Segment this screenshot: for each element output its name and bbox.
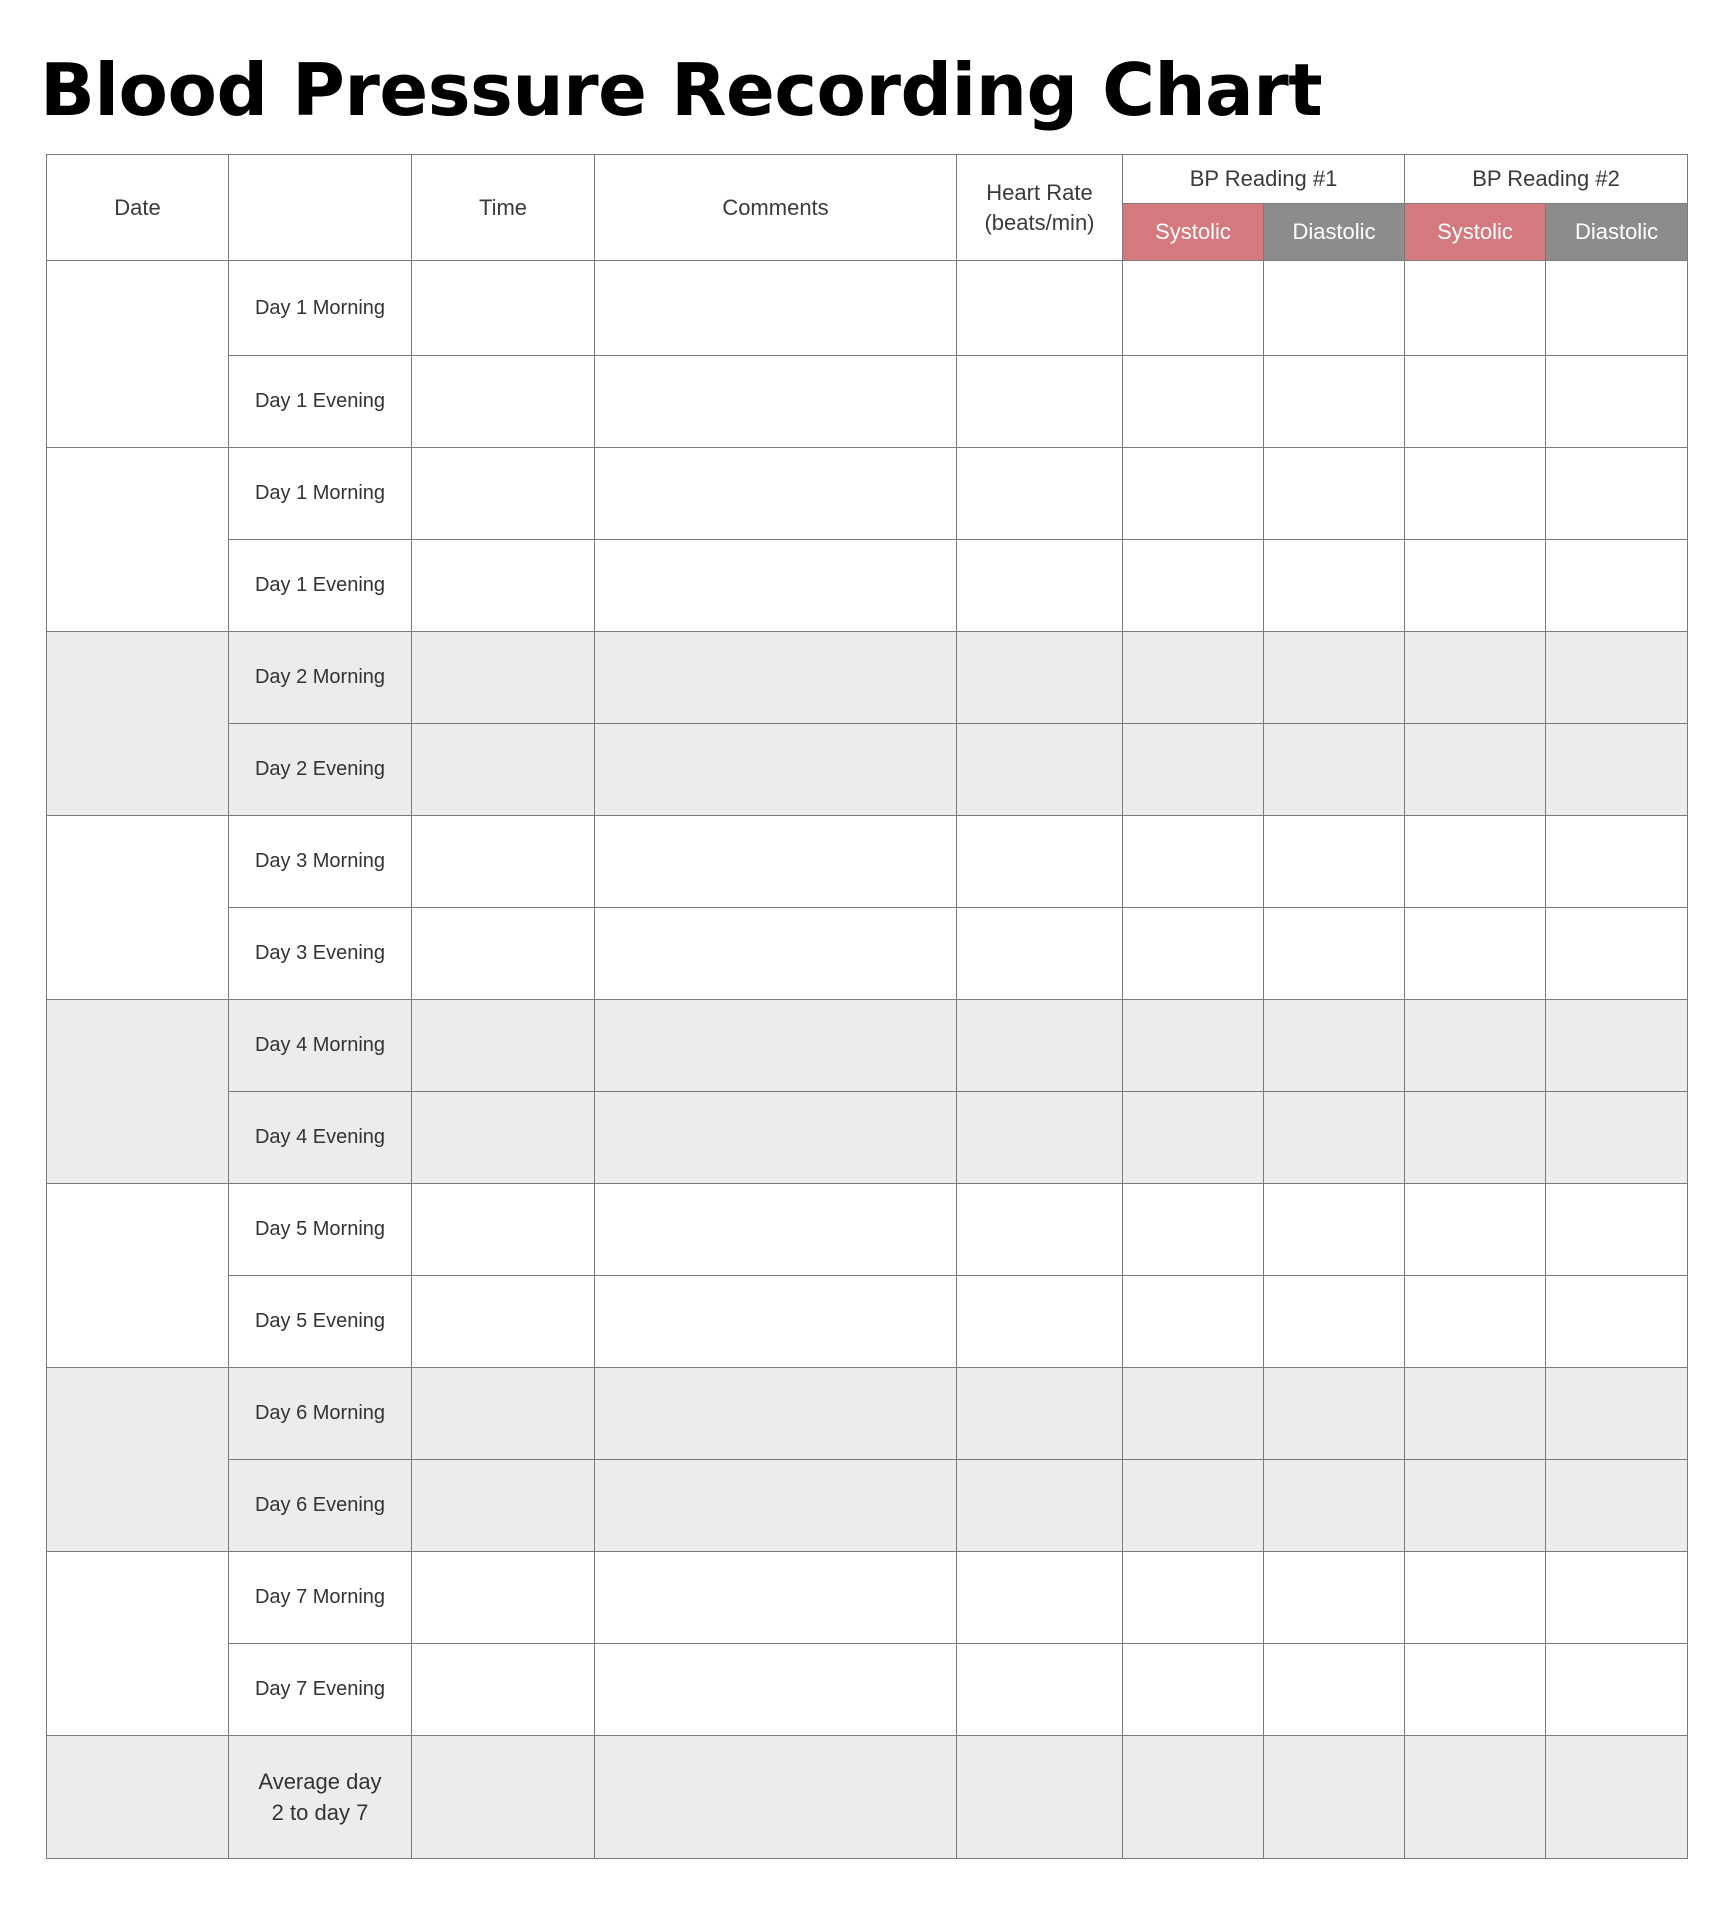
bp1-diastolic-cell[interactable] <box>1264 1184 1405 1276</box>
bp1-diastolic-cell[interactable] <box>1264 1552 1405 1644</box>
comments-cell[interactable] <box>595 1552 957 1644</box>
row-label: Day 6 Evening <box>229 1460 412 1552</box>
bp2-systolic-cell[interactable] <box>1405 1092 1546 1184</box>
date-cell[interactable] <box>47 1736 229 1859</box>
bp1-diastolic-cell[interactable] <box>1264 356 1405 448</box>
comments-cell[interactable] <box>595 632 957 724</box>
bp2-diastolic-cell[interactable] <box>1546 261 1688 356</box>
time-cell[interactable] <box>412 1184 595 1276</box>
date-cell[interactable] <box>47 261 229 448</box>
row-label: Day 3 Evening <box>229 908 412 1000</box>
bp1-diastolic-cell[interactable] <box>1264 816 1405 908</box>
bp1-diastolic-cell[interactable] <box>1264 1736 1405 1859</box>
row-label: Day 4 Morning <box>229 1000 412 1092</box>
bp-recording-table <box>46 154 1688 1859</box>
bp2-diastolic-cell[interactable] <box>1546 540 1688 632</box>
bp1-systolic-cell[interactable] <box>1123 724 1264 816</box>
bp2-diastolic-cell[interactable] <box>1546 1276 1688 1368</box>
row-label: Day 1 Morning <box>229 448 412 540</box>
bp1-systolic-cell[interactable] <box>1123 1184 1264 1276</box>
row-label: Day 1 Evening <box>229 540 412 632</box>
bp1-diastolic-cell[interactable] <box>1264 448 1405 540</box>
header-heart-rate-line1: Heart Rate <box>986 179 1093 205</box>
average-row-label <box>229 1736 412 1859</box>
heart-rate-cell[interactable] <box>957 908 1123 1000</box>
comments-cell[interactable] <box>595 724 957 816</box>
time-cell[interactable] <box>412 540 595 632</box>
bp1-diastolic-cell[interactable] <box>1264 1092 1405 1184</box>
header-label <box>229 155 412 261</box>
row-label: Day 5 Evening <box>229 1276 412 1368</box>
time-cell[interactable] <box>412 448 595 540</box>
bp2-systolic-cell[interactable] <box>1405 632 1546 724</box>
bp2-diastolic-cell[interactable] <box>1546 1184 1688 1276</box>
row-label: Day 1 Evening <box>229 356 412 448</box>
date-cell[interactable] <box>47 632 229 816</box>
average-label-line2: 2 to day 7 <box>271 1800 369 1825</box>
heart-rate-cell[interactable] <box>957 1368 1123 1460</box>
bp2-systolic-cell[interactable] <box>1405 816 1546 908</box>
bp1-diastolic-cell[interactable] <box>1264 632 1405 724</box>
comments-cell[interactable] <box>595 1092 957 1184</box>
date-cell[interactable] <box>47 448 229 632</box>
bp1-systolic-cell[interactable] <box>1123 1092 1264 1184</box>
comments-cell[interactable] <box>595 448 957 540</box>
bp1-systolic-cell[interactable] <box>1123 1736 1264 1859</box>
bp1-diastolic-cell[interactable] <box>1264 908 1405 1000</box>
date-cell[interactable] <box>47 1184 229 1368</box>
time-cell[interactable] <box>412 356 595 448</box>
bp1-diastolic-cell[interactable] <box>1264 1644 1405 1736</box>
heart-rate-cell[interactable] <box>957 1276 1123 1368</box>
comments-cell[interactable] <box>595 356 957 448</box>
bp2-systolic-cell[interactable] <box>1405 356 1546 448</box>
bp2-systolic-cell[interactable] <box>1405 540 1546 632</box>
bp1-diastolic-cell[interactable] <box>1264 1460 1405 1552</box>
row-label: Day 7 Morning <box>229 1552 412 1644</box>
bp1-systolic-cell[interactable] <box>1123 1000 1264 1092</box>
bp2-diastolic-cell[interactable] <box>1546 1092 1688 1184</box>
bp2-systolic-cell[interactable] <box>1405 1184 1546 1276</box>
bp2-systolic-cell[interactable] <box>1405 1644 1546 1736</box>
row-label: Day 2 Evening <box>229 724 412 816</box>
bp2-systolic-cell[interactable] <box>1405 1276 1546 1368</box>
page-title: Blood Pressure Recording Chart <box>40 48 1323 132</box>
time-cell[interactable] <box>412 724 595 816</box>
bp2-diastolic-cell[interactable] <box>1546 1368 1688 1460</box>
bp2-diastolic-cell[interactable] <box>1546 448 1688 540</box>
row-label: Day 3 Morning <box>229 816 412 908</box>
header-comments: Comments <box>595 155 957 261</box>
comments-cell[interactable] <box>595 1644 957 1736</box>
heart-rate-cell[interactable] <box>957 632 1123 724</box>
time-cell[interactable] <box>412 1460 595 1552</box>
bp2-diastolic-cell[interactable] <box>1546 1644 1688 1736</box>
bp2-systolic-cell[interactable] <box>1405 261 1546 356</box>
heart-rate-cell[interactable] <box>957 724 1123 816</box>
time-cell[interactable] <box>412 632 595 724</box>
bp1-systolic-cell[interactable] <box>1123 1368 1264 1460</box>
header-bp1-systolic: Systolic <box>1123 204 1264 261</box>
heart-rate-cell[interactable] <box>957 1184 1123 1276</box>
heart-rate-cell[interactable] <box>957 1552 1123 1644</box>
bp1-systolic-cell[interactable] <box>1123 908 1264 1000</box>
header-bp2-diastolic: Diastolic <box>1546 204 1688 261</box>
bp2-systolic-cell[interactable] <box>1405 1368 1546 1460</box>
bp1-diastolic-cell[interactable] <box>1264 1368 1405 1460</box>
heart-rate-cell[interactable] <box>957 540 1123 632</box>
bp2-systolic-cell[interactable] <box>1405 1552 1546 1644</box>
comments-cell[interactable] <box>595 1276 957 1368</box>
bp2-diastolic-cell[interactable] <box>1546 632 1688 724</box>
time-cell[interactable] <box>412 1000 595 1092</box>
bp2-diastolic-cell[interactable] <box>1546 1460 1688 1552</box>
time-cell[interactable] <box>412 1736 595 1859</box>
bp1-systolic-cell[interactable] <box>1123 632 1264 724</box>
bp1-systolic-cell[interactable] <box>1123 356 1264 448</box>
heart-rate-cell[interactable] <box>957 1092 1123 1184</box>
date-cell[interactable] <box>47 1552 229 1736</box>
bp1-systolic-cell[interactable] <box>1123 448 1264 540</box>
comments-cell[interactable] <box>595 1000 957 1092</box>
heart-rate-cell[interactable] <box>957 1000 1123 1092</box>
comments-cell[interactable] <box>595 908 957 1000</box>
heart-rate-cell[interactable] <box>957 1644 1123 1736</box>
bp1-diastolic-cell[interactable] <box>1264 1276 1405 1368</box>
row-label: Day 6 Morning <box>229 1368 412 1460</box>
bp1-systolic-cell[interactable] <box>1123 540 1264 632</box>
header-heart-rate-line2: (beats/min) <box>984 209 1095 235</box>
comments-cell[interactable] <box>595 1736 957 1859</box>
header-bp-reading-2: BP Reading #2 <box>1405 155 1688 204</box>
heart-rate-cell[interactable] <box>957 1460 1123 1552</box>
bp2-systolic-cell[interactable] <box>1405 1736 1546 1859</box>
bp1-systolic-cell[interactable] <box>1123 1276 1264 1368</box>
heart-rate-cell[interactable] <box>957 1736 1123 1859</box>
heart-rate-cell[interactable] <box>957 356 1123 448</box>
comments-cell[interactable] <box>595 540 957 632</box>
row-label: Day 2 Morning <box>229 632 412 724</box>
bp2-systolic-cell[interactable] <box>1405 724 1546 816</box>
header-date: Date <box>47 155 229 261</box>
header-heart-rate <box>957 155 1123 261</box>
time-cell[interactable] <box>412 1368 595 1460</box>
time-cell[interactable] <box>412 1552 595 1644</box>
bp2-diastolic-cell[interactable] <box>1546 1552 1688 1644</box>
bp2-diastolic-cell[interactable] <box>1546 356 1688 448</box>
average-label-line1: Average day <box>258 1769 382 1794</box>
row-label: Day 5 Morning <box>229 1184 412 1276</box>
bp2-diastolic-cell[interactable] <box>1546 1736 1688 1859</box>
bp1-systolic-cell[interactable] <box>1123 1644 1264 1736</box>
comments-cell[interactable] <box>595 1368 957 1460</box>
bp1-systolic-cell[interactable] <box>1123 261 1264 356</box>
bp2-systolic-cell[interactable] <box>1405 448 1546 540</box>
bp1-systolic-cell[interactable] <box>1123 816 1264 908</box>
heart-rate-cell[interactable] <box>957 448 1123 540</box>
bp2-diastolic-cell[interactable] <box>1546 1000 1688 1092</box>
header-bp-reading-1: BP Reading #1 <box>1123 155 1405 204</box>
time-cell[interactable] <box>412 1276 595 1368</box>
row-label: Day 7 Evening <box>229 1644 412 1736</box>
bp2-diastolic-cell[interactable] <box>1546 724 1688 816</box>
bp1-diastolic-cell[interactable] <box>1264 540 1405 632</box>
time-cell[interactable] <box>412 908 595 1000</box>
date-cell[interactable] <box>47 816 229 1000</box>
heart-rate-cell[interactable] <box>957 261 1123 356</box>
comments-cell[interactable] <box>595 1460 957 1552</box>
heart-rate-cell[interactable] <box>957 816 1123 908</box>
bp1-systolic-cell[interactable] <box>1123 1460 1264 1552</box>
comments-cell[interactable] <box>595 261 957 356</box>
comments-cell[interactable] <box>595 816 957 908</box>
date-cell[interactable] <box>47 1368 229 1552</box>
header-time: Time <box>412 155 595 261</box>
bp2-systolic-cell[interactable] <box>1405 908 1546 1000</box>
comments-cell[interactable] <box>595 1184 957 1276</box>
bp2-diastolic-cell[interactable] <box>1546 908 1688 1000</box>
bp1-diastolic-cell[interactable] <box>1264 1000 1405 1092</box>
time-cell[interactable] <box>412 1092 595 1184</box>
bp1-systolic-cell[interactable] <box>1123 1552 1264 1644</box>
row-label: Day 4 Evening <box>229 1092 412 1184</box>
date-cell[interactable] <box>47 1000 229 1184</box>
header-bp2-systolic: Systolic <box>1405 204 1546 261</box>
bp2-diastolic-cell[interactable] <box>1546 816 1688 908</box>
bp2-systolic-cell[interactable] <box>1405 1460 1546 1552</box>
time-cell[interactable] <box>412 1644 595 1736</box>
time-cell[interactable] <box>412 816 595 908</box>
bp1-diastolic-cell[interactable] <box>1264 724 1405 816</box>
bp2-systolic-cell[interactable] <box>1405 1000 1546 1092</box>
time-cell[interactable] <box>412 261 595 356</box>
row-label: Day 1 Morning <box>229 261 412 356</box>
bp1-diastolic-cell[interactable] <box>1264 261 1405 356</box>
header-bp1-diastolic: Diastolic <box>1264 204 1405 261</box>
